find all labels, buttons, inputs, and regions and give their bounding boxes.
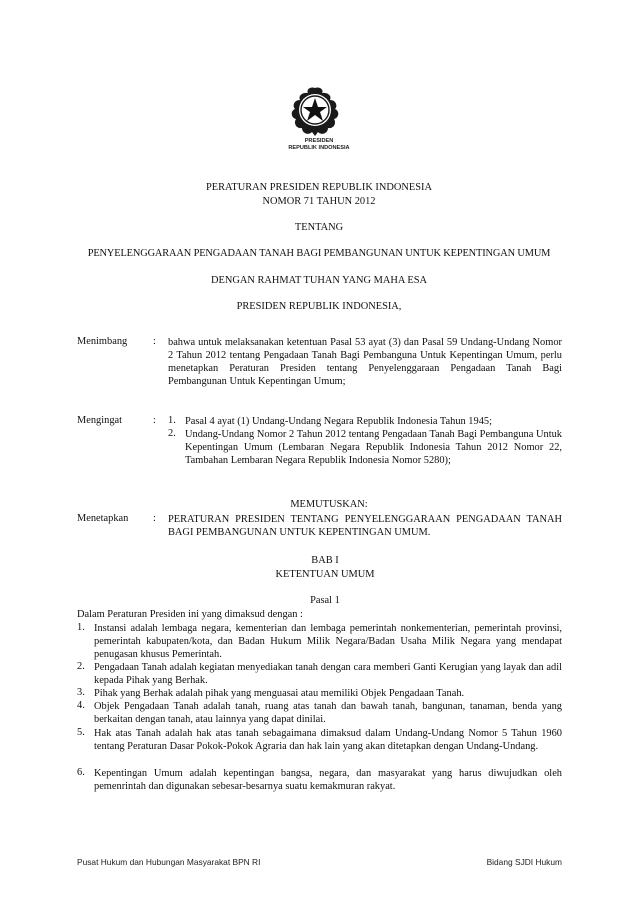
footer-right: Bidang SJDI Hukum — [486, 857, 562, 867]
pasal-intro: Dalam Peraturan Presiden ini yang dimaksud dengan : — [77, 609, 303, 620]
presiden-line: PRESIDEN REPUBLIK INDONESIA, — [236, 301, 402, 312]
document-subject: PENYELENGGARAAN PENGADAAN TANAH BAGI PEMBANGUNAN UNTUK KEPENTINGAN UMUM — [87, 248, 551, 259]
mengingat-item-text: Undang-Undang Nomor 2 Tahun 2012 tentang Pengadaan Tanah Bagi Pembanguna Untuk Kepentingan Umum (Lembaran Negara Republik Indonesia Tahun 2012 Nomor 22, Tambahan Lembaran Negara Republik Indonesia Nomor 5280); — [185, 429, 562, 466]
rahmat-line: DENGAN RAHMAT TUHAN YANG MAHA ESA — [211, 275, 427, 286]
menetapkan-colon: : — [153, 513, 156, 524]
tentang-heading: TENTANG — [294, 222, 344, 233]
definition-number: 2. — [77, 661, 85, 672]
mengingat-item-number: 2. — [168, 428, 176, 439]
definition-text: Pengadaan Tanah adalah kegiatan menyediakan tanah dengan cara memberi Ganti Kerugian yang layak dan adil kepada Pihak yang Berhak. — [94, 662, 562, 686]
definition-text: Hak atas Tanah adalah hak atas tanah sebagaimana dimaksud dalam Undang-Undang Nomor 5 Tahun 1960 tentang Peraturan Dasar Pokok-Pokok Agraria dan hak lain yang akan ditetapkan dengan Undang-Undang. — [94, 728, 562, 752]
mengingat-item-number: 1. — [168, 415, 176, 426]
menetapkan-text: PERATURAN PRESIDEN TENTANG PENYELENGGARAAN PENGADAAN TANAH BAGI PEMBANGUNAN UNTUK KEPENTINGAN UMUM. — [168, 514, 562, 538]
emblem-caption — [276, 138, 362, 152]
definition-number: 4. — [77, 700, 85, 711]
mengingat-item-text: Pasal 4 ayat (1) Undang-Undang Negara Republik Indonesia Tahun 1945; — [185, 416, 492, 427]
definition-text: Kepentingan Umum adalah kepentingan bangsa, negara, dan masyarakat yang harus diwujudkan oleh pemenrintah dan digunakan sebesar-besarnya suatu kemakmuran rakyat. — [94, 768, 562, 792]
bab-title: KETENTUAN UMUM — [275, 569, 375, 580]
footer-left: Pusat Hukum dan Hubungan Masyarakat BPN RI — [77, 857, 261, 867]
pasal-title: Pasal 1 — [310, 595, 340, 606]
emblem-caption-line1: PRESIDEN — [304, 138, 334, 144]
menimbang-label: Menimbang — [77, 336, 128, 347]
definition-number: 3. — [77, 687, 85, 698]
emblem-caption-line2: REPUBLIK INDONESIA — [288, 145, 350, 151]
definition-text: Objek Pengadaan Tanah adalah tanah, ruang atas tanah dan bawah tanah, bangunan, tanaman, benda yang berkaitan dengan tanah, atau lainnya yang dapat dinilai. — [94, 701, 562, 725]
bab-number: BAB I — [311, 555, 339, 566]
definition-text: Pihak yang Berhak adalah pihak yang menguasai atau memiliki Objek Pengadaan Tanah. — [94, 688, 465, 699]
definition-number: 5. — [77, 727, 85, 738]
mengingat-label: Mengingat — [77, 415, 123, 426]
mengingat-colon: : — [153, 415, 156, 426]
memutuskan-heading: MEMUTUSKAN: — [290, 499, 368, 510]
definition-text: Instansi adalah lembaga negara, kementerian dan lembaga pemerintah nonkementerian, pemerintah provinsi, pemerintah kabupaten/kota, dan Badan Hukum Milik Negara/Badan Usaha Milik Negara yang mendapat penugasan khusus Pemerintah. — [94, 623, 562, 660]
document-title-line2: NOMOR 71 TAHUN 2012 — [262, 196, 376, 207]
definition-number: 1. — [77, 622, 85, 633]
menetapkan-label: Menetapkan — [77, 513, 129, 524]
definition-number: 6. — [77, 767, 85, 778]
menimbang-colon: : — [153, 336, 156, 347]
menimbang-text: bahwa untuk melaksanakan ketentuan Pasal 53 ayat (3) dan Pasal 59 Undang-Undang Nomor 2 Tahun 2012 tentang Pengadaan Tanah Bagi Pembanguna Untuk Kepentingan Umum, perlu menetapkan Peraturan Presiden tentang Penyelenggaraan Pengadaan Tanah Bagi Pembangunan Untuk Kepentingan Umum; — [168, 337, 562, 387]
document-title-line1: PERATURAN PRESIDEN REPUBLIK INDONESIA — [205, 182, 432, 193]
